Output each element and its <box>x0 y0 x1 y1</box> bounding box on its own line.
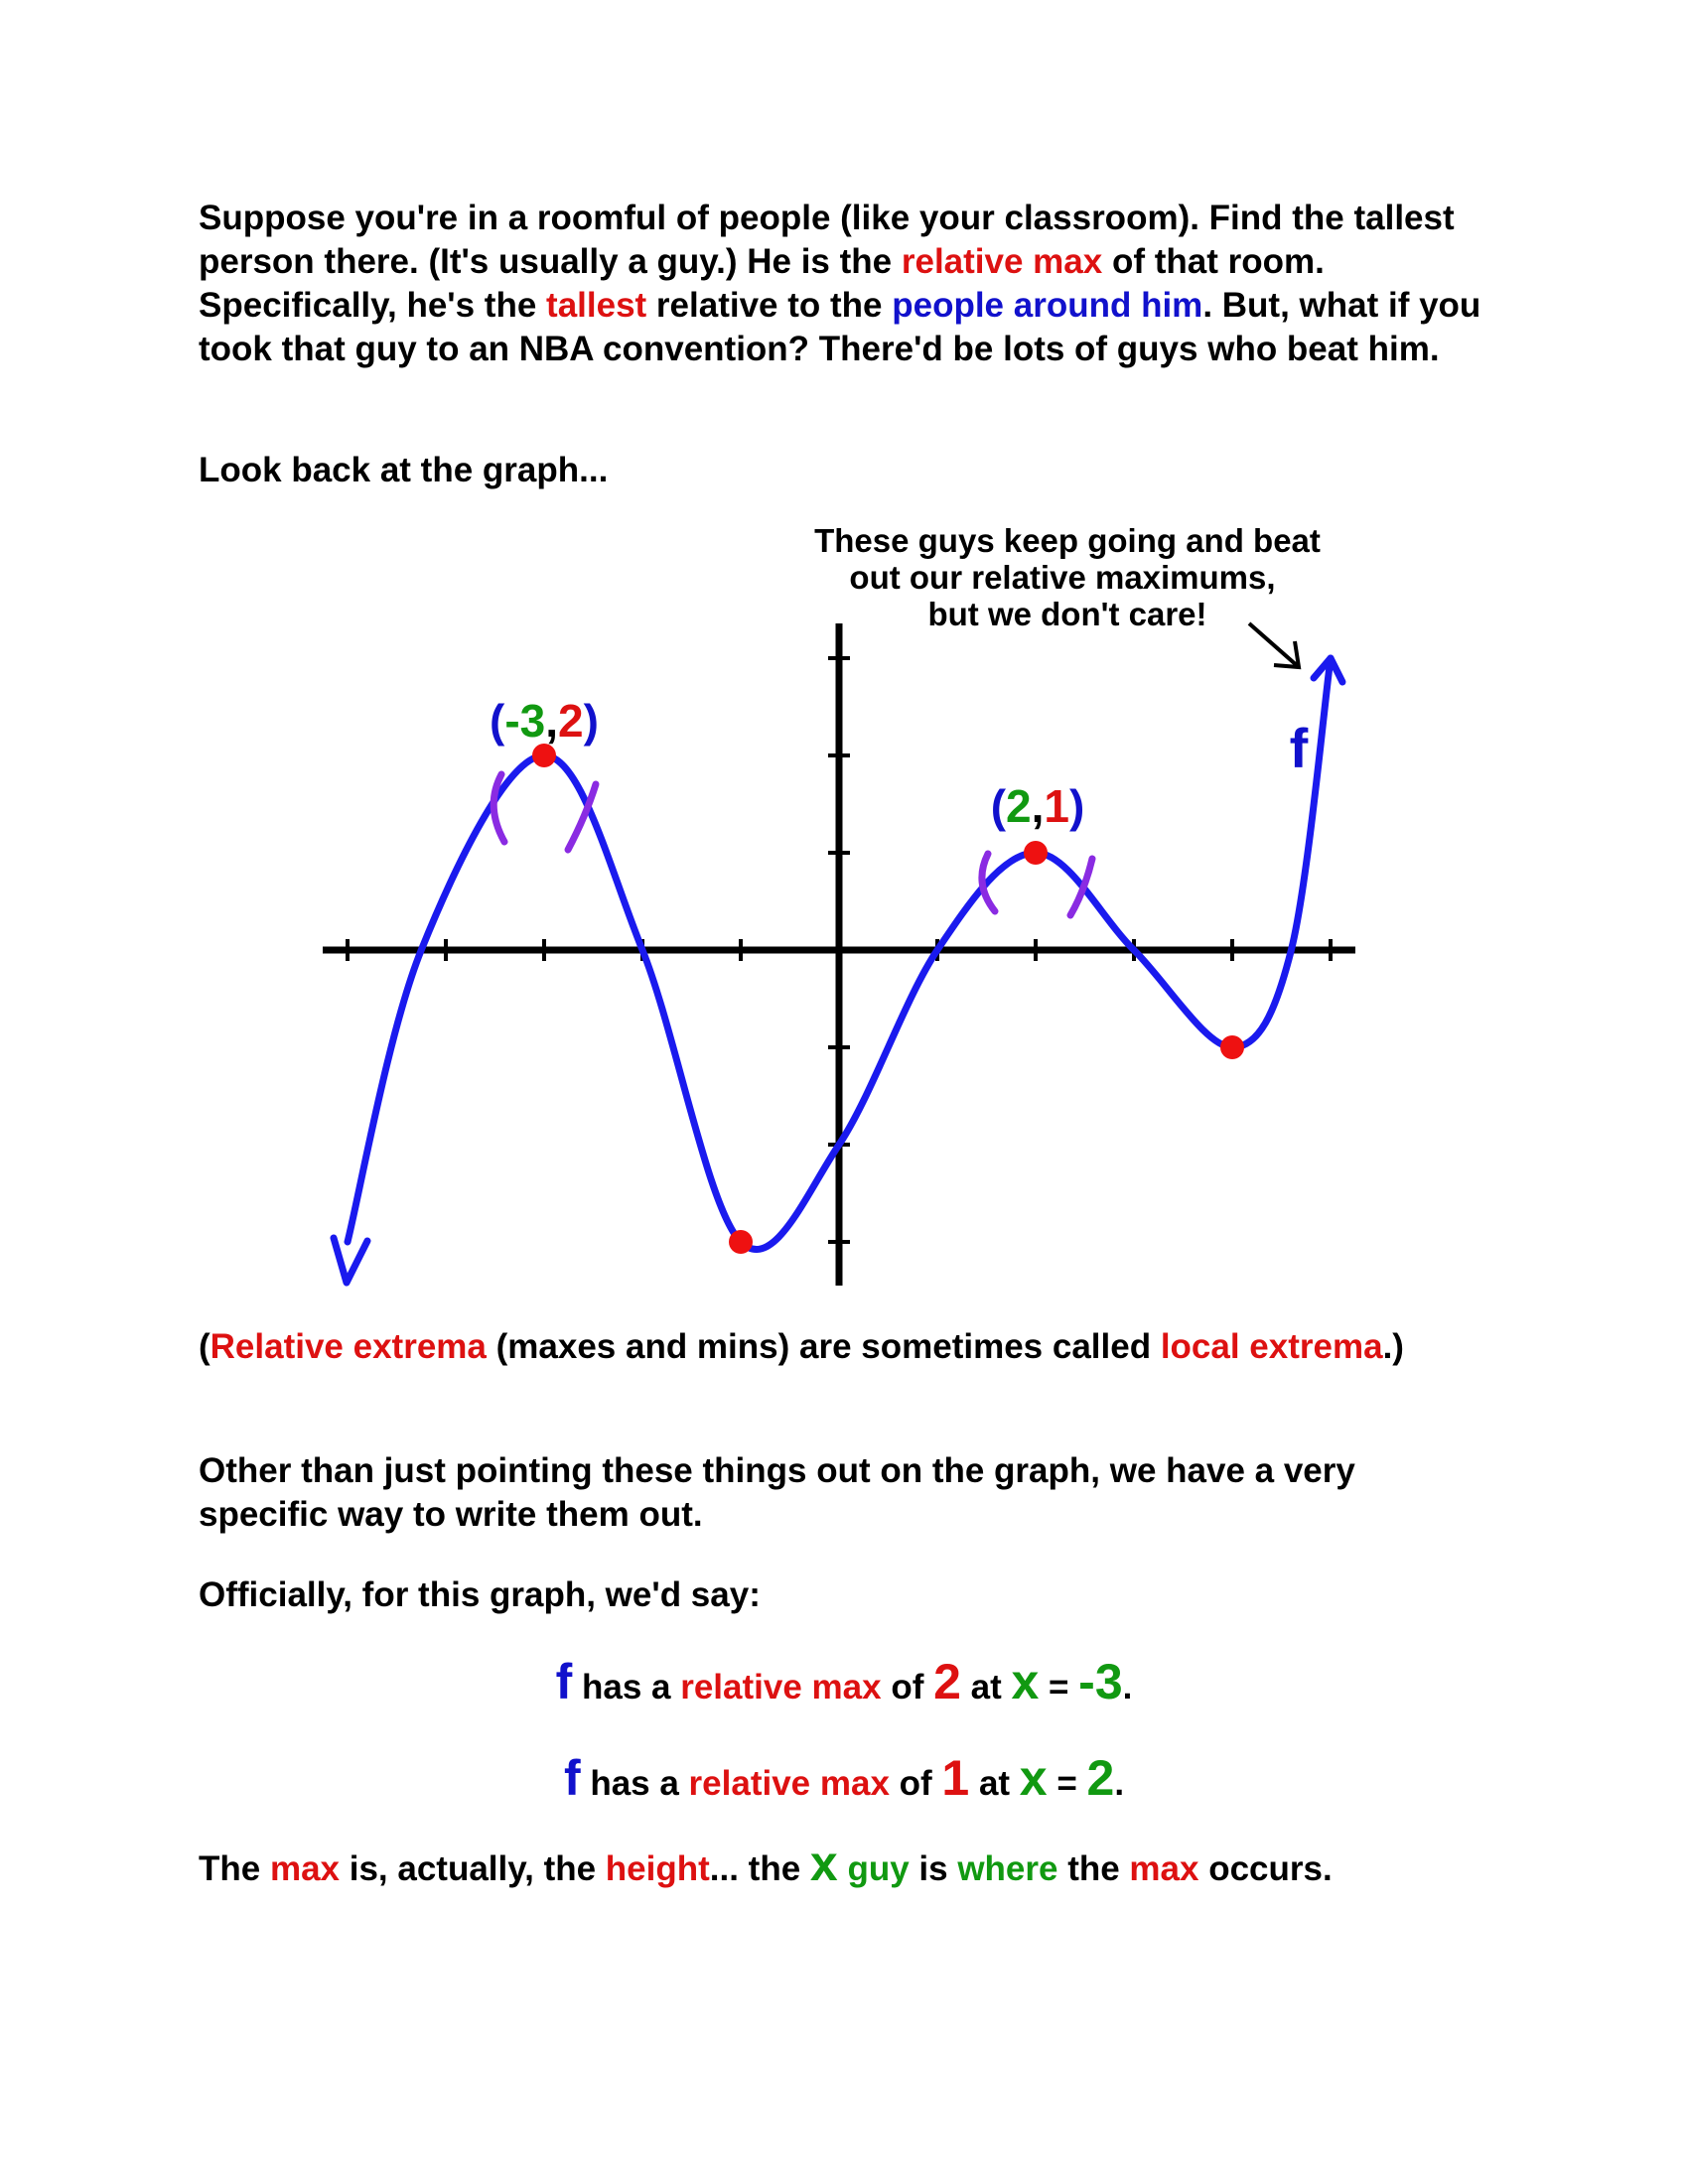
statement-1-has: has a <box>572 1668 681 1706</box>
statement-1-relative-max: relative max <box>680 1668 882 1706</box>
closing-text-4: the <box>1057 1849 1130 1888</box>
statement-2 <box>0 1749 1688 1807</box>
annotation-line-1: These guys keep going and beat <box>814 522 1321 559</box>
statement-2-x-value: 2 <box>1086 1750 1115 1806</box>
statement-2-x: x <box>1019 1750 1048 1806</box>
extremum-point <box>532 744 556 767</box>
statement-1-f: f <box>555 1654 573 1709</box>
closing-height: height <box>605 1849 710 1888</box>
closing-the: The <box>199 1849 270 1888</box>
extremum-point <box>729 1230 753 1254</box>
statement-1-of: of <box>881 1668 934 1706</box>
extrema-note-relative-extrema: Relative extrema <box>210 1327 487 1366</box>
statement-2-end: . <box>1114 1764 1125 1803</box>
closing-x: x <box>809 1836 838 1891</box>
intro-text-4: . But, what if you took that guy to an NBA convention? There'd be lots of guys who beat him. <box>199 286 1481 368</box>
extrema-note-middle: (maxes and mins) are sometimes called <box>486 1327 1161 1366</box>
max1-label <box>490 695 599 747</box>
extrema-note-local-extrema: local extrema <box>1160 1327 1383 1366</box>
closing-where: where <box>957 1849 1058 1888</box>
statement-2-value: 1 <box>941 1750 970 1806</box>
statement-1-end: . <box>1122 1668 1133 1706</box>
officially-text: Officially, for this graph, we'd say: <box>199 1575 761 1614</box>
max1-open: ( <box>490 695 505 747</box>
closing-text-1: is, actually, the <box>340 1849 606 1888</box>
look-back-text: Look back at the graph... <box>199 451 609 489</box>
extrema-note <box>199 1325 1489 1369</box>
max2-y: 1 <box>1044 780 1069 832</box>
statement-2-of: of <box>889 1764 942 1803</box>
max2-label <box>991 780 1085 832</box>
closing-guy: guy <box>837 1849 910 1888</box>
axes <box>323 623 1355 1286</box>
annotation-line-2: out our relative maximums, <box>849 559 1276 596</box>
max2-comma: , <box>1031 780 1045 832</box>
statement-1-x: x <box>1011 1654 1040 1709</box>
closing-sentence <box>199 1836 1589 1891</box>
annotation-line-3: but we don't care! <box>927 596 1207 632</box>
statement-1-value: 2 <box>933 1654 961 1709</box>
closing-text-3: is <box>909 1849 958 1888</box>
extremum-point <box>1024 841 1048 865</box>
statement-2-f: f <box>563 1750 581 1806</box>
statement-1-eq: = <box>1039 1668 1079 1706</box>
intro-text-1: Suppose you're in a roomful of people (like your classroom). Find the tallest person there. (It's usually a guy.) He is the <box>199 199 1455 281</box>
extrema-points <box>532 744 1244 1254</box>
intro-tallest: tallest <box>546 286 647 325</box>
max1-y: 2 <box>558 695 584 747</box>
intro-relative-max: relative max <box>901 242 1103 281</box>
function-label: f <box>1289 717 1309 779</box>
statement-1-x-value: -3 <box>1078 1654 1123 1709</box>
statement-2-has: has a <box>580 1764 689 1803</box>
statement-1-at: at <box>960 1668 1012 1706</box>
annotation-arrow <box>1249 623 1299 667</box>
intro-text-2: of that room. Specifically, he's the <box>199 242 1325 325</box>
closing-text-5: occurs. <box>1198 1849 1333 1888</box>
max1-x: -3 <box>504 695 546 747</box>
max2-open: ( <box>990 780 1007 832</box>
curve-start-arrowhead <box>334 1238 367 1283</box>
max1-close: ) <box>583 695 599 747</box>
extrema-note-close: .) <box>1382 1327 1404 1366</box>
intro-paragraph <box>199 197 1489 371</box>
closing-max: max <box>269 1849 341 1888</box>
function-graph <box>0 516 1688 1310</box>
closing-text-2: ... the <box>709 1849 810 1888</box>
other-than-paragraph: Other than just pointing these things out on the graph, we have a very specific way to write them out. <box>199 1451 1355 1534</box>
intro-people-around-him: people around him <box>892 286 1203 325</box>
statement-1 <box>0 1653 1688 1710</box>
statement-2-at: at <box>969 1764 1020 1803</box>
max2-close: ) <box>1068 780 1085 832</box>
statement-2-eq: = <box>1047 1764 1087 1803</box>
extremum-point <box>1220 1035 1244 1059</box>
statement-2-relative-max: relative max <box>688 1764 890 1803</box>
max2-x: 2 <box>1006 780 1032 832</box>
closing-max-2: max <box>1129 1849 1199 1888</box>
extrema-note-open: ( <box>199 1327 211 1366</box>
intro-text-3: relative to the <box>646 286 893 325</box>
max1-comma: , <box>545 695 559 747</box>
